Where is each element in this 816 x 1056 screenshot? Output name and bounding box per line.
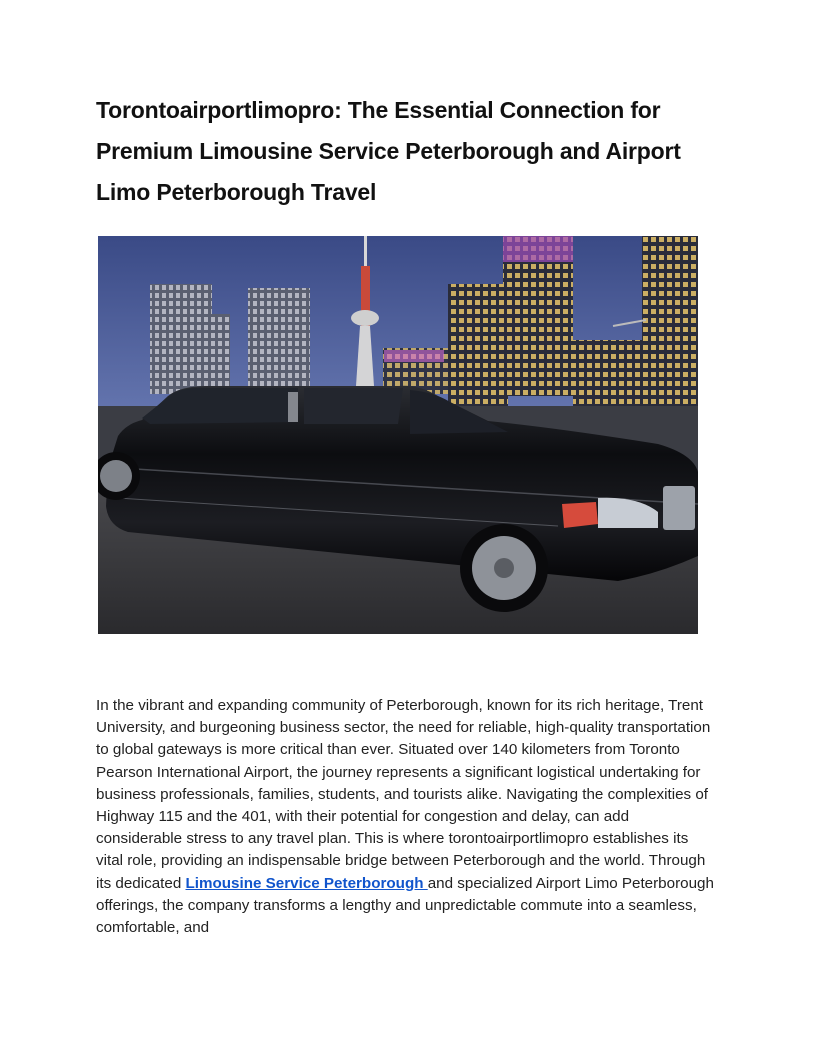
paragraph-text-before-link: In the vibrant and expanding community of Peterborough, known for its rich heritage, Trent University, and burgeoning business sector, the need for reliable, high-quality transportation to global gateways is more critical than ever. Situated over 140 kilometers from Toronto Pearson International Airport, the journey represents a significant logistical undertaking for business professionals, families, students, and tourists alike. Navigating the complexities of Highway 115 and the 401, with their potential for congestion and delay, can add considerable stress to any travel plan. This is where torontoairportlimopro establishes its vital role, providing an indispensable bridge between Peterborough and the world. Through its dedicated: [96, 697, 711, 892]
article-paragraph: [96, 695, 718, 939]
paragraph-text-after-link: and specialized Airport Limo Peterborough offerings, the company transforms a lengthy and unpredictable commute into a seamless, comfortable, and: [96, 874, 714, 937]
limousine-photo-icon: [98, 236, 698, 634]
page-title: Torontoairportlimopro: The Essential Connection for Premium Limousine Service Peterborough and Airport Limo Peterborough Travel: [96, 97, 681, 205]
limousine-service-peterborough-link[interactable]: Limousine Service Peterborough: [185, 874, 428, 892]
hero-image: [98, 236, 698, 634]
